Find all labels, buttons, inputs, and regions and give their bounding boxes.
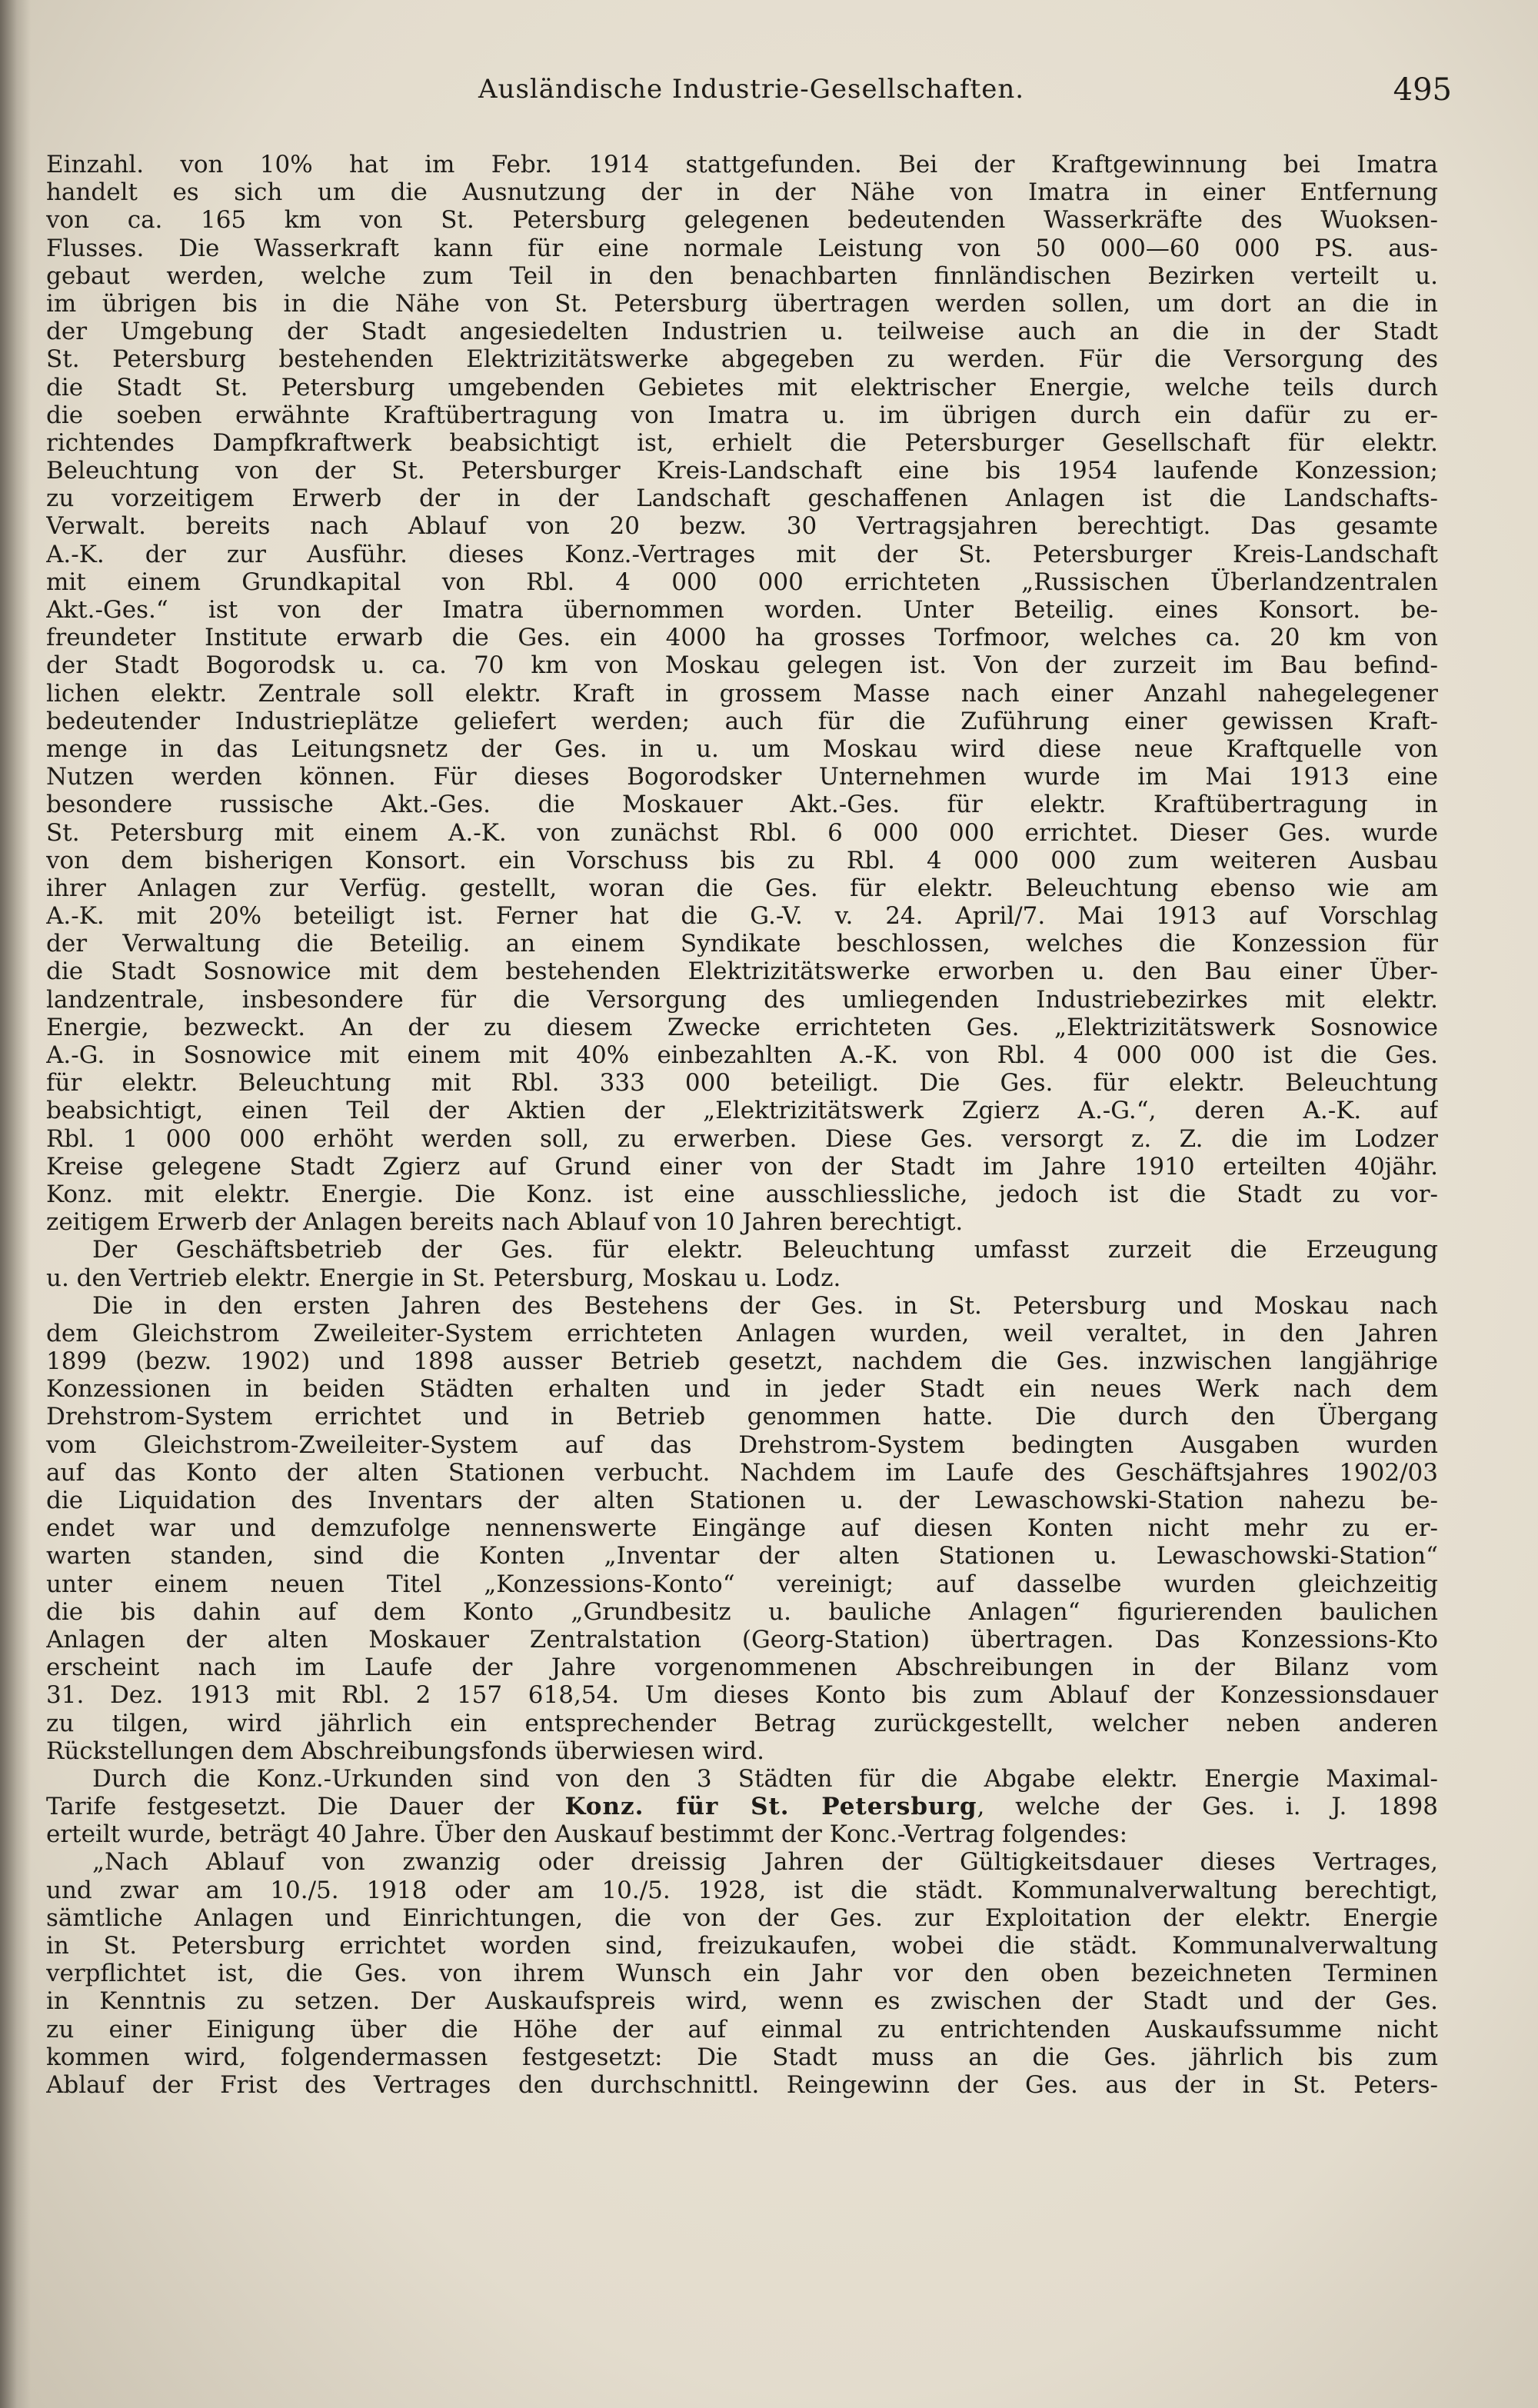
text-line [46,1793,1438,1820]
text-line: 1899 (bezw. 1902) und 1898 ausser Betrieb gesetzt, nachdem die Ges. inzwischen langjährige [46,1347,1438,1376]
text-line: Konz. mit elektr. Energie. Die Konz. ist eine ausschliessliche, jedoch ist die Stadt zu vor- [46,1180,1438,1208]
text-line: in Kenntnis zu setzen. Der Auskaufspreis wird, wenn es zwischen der Stadt und der Ges. [46,1987,1438,2016]
text-line: menge in das Leitungsnetz der Ges. in u. um Moskau wird diese neue Kraftquelle von [46,734,1438,763]
text-line: besondere russische Akt.-Ges. die Moskauer Akt.-Ges. für elektr. Kraftübertragung in [46,791,1438,819]
text-line: zu einer Einigung über die Höhe der auf einmal zu entrichtenden Auskaufssumme nicht [46,2015,1438,2043]
text-fragment: Tarife festgesetzt. Die Dauer der [46,1793,565,1821]
text-line: zeitigem Erwerb der Anlagen bereits nach Ablauf von 10 Jahren berechtigt. [46,1208,964,1237]
text-line: ihrer Anlagen zur Verfüg. gestellt, woran die Ges. für elektr. Beleuchtung ebenso wie am [46,874,1438,902]
text-line: St. Petersburg mit einem A.-K. von zunächst Rbl. 6 000 000 errichtet. Dieser Ges. wurde [46,818,1438,847]
text-line: im übrigen bis in die Nähe von St. Petersburg übertragen werden sollen, um dort an die in [46,289,1438,318]
text-line: Konzessionen in beiden Städten erhalten und in jeder Stadt ein neues Werk nach dem [46,1375,1438,1404]
text-line: die soeben erwähnte Kraftübertragung von Imatra u. im übrigen durch ein dafür zu er- [46,401,1438,429]
text-line: bedeutender Industrieplätze geliefert werden; auch für die Zuführung einer gewissen Kraft- [46,707,1438,735]
text-line: handelt es sich um die Ausnutzung der in der Nähe von Imatra in einer Entfernung [46,178,1438,207]
text-line: von dem bisherigen Konsort. ein Vorschuss bis zu Rbl. 4 000 000 zum weiteren Ausbau [46,846,1438,874]
text-line: St. Petersburg bestehenden Elektrizitätswerke abgegeben zu werden. Für die Versorgung des [46,345,1438,374]
text-line: beabsichtigt, einen Teil der Aktien der „Elektrizitätswerk Zgierz A.-G.“, deren A.-K. auf [46,1097,1438,1125]
text-line: der Umgebung der Stadt angesiedelten Industrien u. teilweise auch an die in der Stadt [46,318,1438,346]
text-line: zu tilgen, wird jährlich ein entsprechender Betrag zurückgestellt, welcher neben anderen [46,1709,1438,1737]
text-line: der Stadt Bogorodsk u. ca. 70 km von Moskau gelegen ist. Von der zurzeit im Bau befind- [46,651,1438,680]
running-title: Ausländische Industrie-Gesellschaften. [478,74,1025,105]
text-line: sämtliche Anlagen und Einrichtungen, die von der Ges. zur Exploitation der elektr. Energie [46,1903,1438,1932]
text-line: Durch die Konz.-Urkunden sind von den 3 Städten für die Abgabe elektr. Energie Maximal- [92,1764,1438,1793]
text-line: „Nach Ablauf von zwanzig oder dreissig Jahren der Gültigkeitsdauer dieses Vertrages, [92,1848,1438,1877]
text-line: Anlagen der alten Moskauer Zentralstation (Georg-Station) übertragen. Das Konzessions-Kto [46,1625,1438,1654]
bold-heading-inline: Konz. für St. Petersburg [564,1793,977,1821]
text-line: richtendes Dampfkraftwerk beabsichtigt ist, erhielt die Petersburger Gesellschaft für elektr. [46,428,1438,457]
text-line: Drehstrom-System errichtet und in Betrieb genommen hatte. Die durch den Übergang [46,1403,1438,1431]
text-line: Energie, bezweckt. An der zu diesem Zwecke errichteten Ges. „Elektrizitätswerk Sosnowice [46,1013,1438,1041]
text-line: der Verwaltung die Beteilig. an einem Syndikate beschlossen, welches die Konzession für [46,930,1438,958]
text-line: landzentrale, insbesondere für die Versorgung des umliegenden Industriebezirkes mit elektr. [46,985,1438,1014]
text-line: endet war und demzufolge nennenswerte Eingänge auf diesen Konten nicht mehr zu er- [46,1514,1438,1543]
text-line: A.-K. mit 20% beteiligt ist. Ferner hat die G.-V. v. 24. April/7. Mai 1913 auf Vorschlag [46,902,1438,931]
text-line: Rbl. 1 000 000 erhöht werden soll, zu erwerben. Diese Ges. versorgt z. Z. die im Lodzer [46,1124,1438,1153]
text-line: verpflichtet ist, die Ges. von ihrem Wunsch ein Jahr vor den oben bezeichneten Terminen [46,1960,1438,1988]
text-line: dem Gleichstrom Zweileiter-System errichteten Anlagen wurden, weil veraltet, in den Jahren [46,1319,1438,1347]
text-line: lichen elektr. Zentrale soll elektr. Kraft in grossem Masse nach einer Anzahl nahegelegener [46,679,1438,708]
text-line: erscheint nach im Laufe der Jahre vorgenommenen Abschreibungen in der Bilanz vom [46,1654,1438,1682]
text-fragment: , welche der Ges. i. J. 1898 [977,1793,1438,1821]
text-line: erteilt wurde, beträgt 40 Jahre. Über den Auskauf bestimmt der Konc.-Vertrag folgendes: [46,1820,1128,1849]
text-line: Verwalt. bereits nach Ablauf von 20 bezw. 30 Vertragsjahren berechtigt. Das gesamte [46,512,1438,541]
text-line: und zwar am 10./5. 1918 oder am 10./5. 1928, ist die städt. Kommunalverwaltung berechtigt, [46,1876,1438,1904]
text-line: A.-G. in Sosnowice mit einem mit 40% einbezahlten A.-K. von Rbl. 4 000 000 ist die Ges. [46,1041,1438,1069]
text-line: gebaut werden, welche zum Teil in den benachbarten finnländischen Bezirken verteilt u. [46,261,1438,290]
text-line: u. den Vertrieb elektr. Energie in St. Petersburg, Moskau u. Lodz. [46,1264,841,1292]
text-line: Die in den ersten Jahren des Bestehens der Ges. in St. Petersburg und Moskau nach [92,1291,1438,1320]
text-line: Beleuchtung von der St. Petersburger Kreis-Landschaft eine bis 1954 laufende Konzession; [46,457,1438,485]
text-line: die Liquidation des Inventars der alten Stationen u. der Lewaschowski-Station nahezu be- [46,1487,1438,1514]
text-line: für elektr. Beleuchtung mit Rbl. 333 000 beteiligt. Die Ges. für elektr. Beleuchtung [46,1069,1438,1097]
text-line: die Stadt Sosnowice mit dem bestehenden Elektrizitätswerke erworben u. den Bau einer Über- [46,958,1438,986]
text-line: Einzahl. von 10% hat im Febr. 1914 stattgefunden. Bei der Kraftgewinnung bei Imatra [46,151,1438,178]
text-line: unter einem neuen Titel „Konzessions-Konto“ vereinigt; auf dasselbe wurden gleichzeitig [46,1570,1438,1598]
text-line: mit einem Grundkapital von Rbl. 4 000 000 errichteten „Russischen Überlandzentralen [46,568,1438,596]
text-line: warten standen, sind die Konten „Inventar der alten Stationen u. Lewaschowski-Station“ [46,1542,1438,1570]
text-line: von ca. 165 km von St. Petersburg gelegenen bedeutenden Wasserkräfte des Wuoksen- [46,206,1438,235]
text-line: 31. Dez. 1913 mit Rbl. 2 157 618,54. Um dieses Konto bis zum Ablauf der Konzessionsdauer [46,1681,1438,1710]
text-line: Flusses. Die Wasserkraft kann für eine normale Leistung von 50 000—60 000 PS. aus- [46,234,1438,262]
text-line: auf das Konto der alten Stationen verbucht. Nachdem im Laufe des Geschäftsjahres 1902/03 [46,1458,1438,1487]
text-line: freundeter Institute erwarb die Ges. ein 4000 ha grosses Torfmoor, welches ca. 20 km von [46,624,1438,652]
text-line: die bis dahin auf dem Konto „Grundbesitz u. bauliche Anlagen“ figurierenden baulichen [46,1597,1438,1626]
text-line: Rückstellungen dem Abschreibungsfonds überwiesen wird. [46,1737,764,1765]
text-line: Nutzen werden können. Für dieses Bogorodsker Unternehmen wurde im Mai 1913 eine [46,763,1438,791]
text-line: zu vorzeitigem Erwerb der in der Landschaft geschaffenen Anlagen ist die Landschafts- [46,485,1438,513]
text-line: Kreise gelegene Stadt Zgierz auf Grund einer von der Stadt im Jahre 1910 erteilten 40jähr. [46,1152,1438,1181]
text-line: Akt.-Ges.“ ist von der Imatra übernommen worden. Unter Beteilig. eines Konsort. be- [46,596,1438,624]
text-line: A.-K. der zur Ausführ. dieses Konz.-Vertrages mit der St. Petersburger Kreis-Landschaft [46,540,1438,568]
body-text [46,151,1438,2099]
text-line: kommen wird, folgendermassen festgesetzt: Die Stadt muss an die Ges. jährlich bis zum [46,2043,1438,2071]
page-binding-shadow [0,0,31,2408]
text-line: vom Gleichstrom-Zweileiter-System auf das Drehstrom-System bedingten Ausgaben wurden [46,1430,1438,1459]
text-line: Ablauf der Frist des Vertrages den durchschnittl. Reingewinn der Ges. aus der in St. Peters- [46,2070,1438,2099]
page-number: 495 [1393,72,1452,108]
text-line: Der Geschäftsbetrieb der Ges. für elektr. Beleuchtung umfasst zurzeit die Erzeugung [92,1236,1438,1264]
text-line: in St. Petersburg errichtet worden sind, freizukaufen, wobei die städt. Kommunalverwaltung [46,1932,1438,1960]
text-line: die Stadt St. Petersburg umgebenden Gebietes mit elektrischer Energie, welche teils durch [46,373,1438,401]
